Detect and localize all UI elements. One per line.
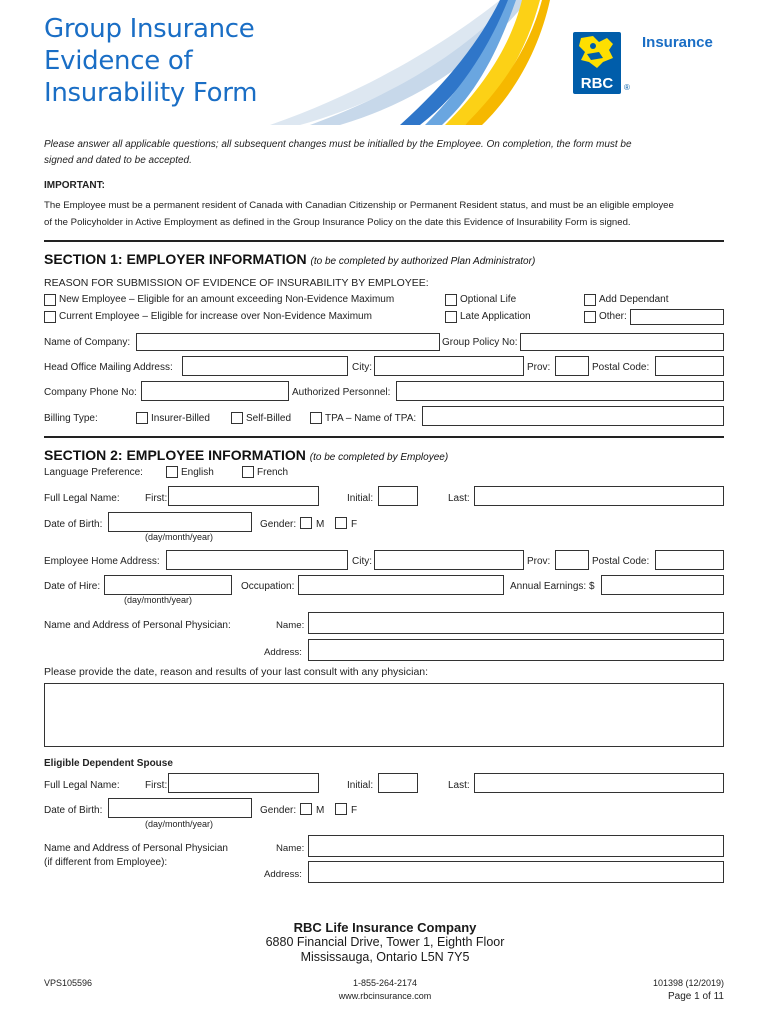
section-1-heading — [44, 251, 535, 267]
company-phone-label: Company Phone No: — [44, 387, 137, 398]
employee-city-input[interactable] — [374, 550, 524, 570]
footer-website[interactable]: www.rbcinsurance.com — [338, 991, 432, 1001]
spouse-gender-f-label: F — [351, 805, 358, 816]
section-2-heading — [44, 447, 448, 463]
spouse-initial-label: Initial: — [347, 780, 374, 791]
new-employee-label: New Employee – Eligible for an amount exceeding Non-Evidence Maximum — [59, 294, 395, 305]
physician-name-input[interactable] — [308, 612, 724, 634]
add-dependant-checkbox[interactable] — [584, 294, 596, 306]
footer-phone: 1-855-264-2174 — [352, 978, 418, 988]
spouse-full-legal-name-label: Full Legal Name: — [44, 780, 120, 791]
important-text-line-1: The Employee must be a permanent resident of Canada with Canadian Citizenship or Permanent Resident status, and must be an eligible employee — [44, 200, 674, 211]
section-2-title: SECTION 2: EMPLOYEE INFORMATION — [44, 447, 306, 463]
employer-city-input[interactable] — [374, 356, 524, 376]
head-office-input[interactable] — [182, 356, 348, 376]
physician-address-label: Address: — [264, 647, 302, 658]
insurer-billed-label: Insurer-Billed — [151, 413, 210, 424]
employee-home-address-label: Employee Home Address: — [44, 556, 160, 567]
physician-address-input[interactable] — [308, 639, 724, 661]
rbc-logo-text: RBC — [580, 75, 614, 92]
employee-city-label: City: — [352, 556, 372, 567]
company-phone-input[interactable] — [141, 381, 289, 401]
employee-first-name-input[interactable] — [168, 486, 319, 506]
last-consult-question: Please provide the date, reason and results of your last consult with any physician: — [44, 666, 429, 678]
late-application-label: Late Application — [460, 311, 531, 322]
current-employee-label: Current Employee – Eligible for increase over Non-Evidence Maximum — [59, 311, 372, 322]
date-of-hire-label: Date of Hire: — [44, 581, 101, 592]
other-label: Other: — [599, 311, 627, 322]
section-1-subtitle: (to be completed by authorized Plan Administrator) — [310, 256, 536, 267]
spouse-physician-name-label: Name: — [276, 843, 305, 854]
physician-name-label: Name: — [276, 620, 305, 631]
header-swoosh-graphic — [250, 0, 770, 125]
employee-last-label: Last: — [448, 493, 470, 504]
spouse-physician-label-line-1: Name and Address of Personal Physician — [44, 843, 228, 854]
add-dependant-label: Add Dependant — [599, 294, 669, 305]
employer-postal-label: Postal Code: — [592, 362, 650, 373]
employee-gender-m-checkbox[interactable] — [300, 517, 312, 529]
employee-dob-format: (day/month/year) — [145, 532, 214, 542]
spouse-first-label: First: — [145, 780, 168, 791]
annual-earnings-input[interactable] — [601, 575, 724, 595]
form-title-line-3: Insurability Form — [44, 78, 258, 108]
employee-first-label: First: — [145, 493, 168, 504]
form-title-line-1: Group Insurance — [44, 14, 255, 44]
employee-dob-input[interactable] — [108, 512, 252, 532]
other-checkbox[interactable] — [584, 311, 596, 323]
employer-prov-input[interactable] — [555, 356, 589, 376]
spouse-gender-label: Gender: — [260, 805, 297, 816]
footer-form-number: 101398 (12/2019) — [652, 978, 724, 988]
section-2-subtitle: (to be completed by Employee) — [309, 452, 449, 463]
spouse-physician-name-input[interactable] — [308, 835, 724, 857]
last-consult-textarea[interactable] — [44, 683, 724, 747]
english-label: English — [181, 467, 214, 478]
spouse-gender-m-checkbox[interactable] — [300, 803, 312, 815]
important-text-line-2: of the Policyholder in Active Employment as defined in the Group Insurance Policy on the date this Evidence of Insurability Form is signed. — [44, 217, 631, 228]
footer-company-block — [0, 920, 770, 965]
self-billed-checkbox[interactable] — [231, 412, 243, 424]
optional-life-label: Optional Life — [460, 294, 517, 305]
spouse-gender-m-label: M — [316, 805, 325, 816]
employee-gender-f-checkbox[interactable] — [335, 517, 347, 529]
french-checkbox[interactable] — [242, 466, 254, 478]
physician-label: Name and Address of Personal Physician: — [44, 620, 231, 631]
spouse-gender-f-checkbox[interactable] — [335, 803, 347, 815]
employee-home-address-input[interactable] — [166, 550, 348, 570]
insurer-billed-checkbox[interactable] — [136, 412, 148, 424]
group-policy-label: Group Policy No: — [442, 337, 518, 348]
spouse-physician-address-label: Address: — [264, 869, 302, 880]
head-office-label: Head Office Mailing Address: — [44, 362, 173, 373]
reason-heading: REASON FOR SUBMISSION OF EVIDENCE OF INSURABILITY BY EMPLOYEE: — [44, 277, 429, 289]
employee-last-name-input[interactable] — [474, 486, 724, 506]
tpa-label: TPA – Name of TPA: — [325, 413, 417, 424]
spouse-initial-input[interactable] — [378, 773, 418, 793]
tpa-checkbox[interactable] — [310, 412, 322, 424]
spouse-dob-format: (day/month/year) — [145, 819, 214, 829]
self-billed-label: Self-Billed — [246, 413, 292, 424]
spouse-physician-address-input[interactable] — [308, 861, 724, 883]
spouse-heading: Eligible Dependent Spouse — [44, 758, 173, 769]
spouse-last-name-input[interactable] — [474, 773, 724, 793]
section-1-divider — [44, 240, 724, 242]
intro-text-line-1: Please answer all applicable questions; all subsequent changes must be initialled by the Employee. On completion, the form must be — [44, 139, 632, 150]
rbc-logo — [573, 32, 621, 94]
footer-address-line-1: 6880 Financial Drive, Tower 1, Eighth Floor — [265, 935, 505, 949]
important-label: IMPORTANT: — [44, 180, 105, 191]
spouse-last-label: Last: — [448, 780, 470, 791]
current-employee-checkbox[interactable] — [44, 311, 56, 323]
language-preference-label: Language Preference: — [44, 467, 143, 478]
occupation-input[interactable] — [298, 575, 504, 595]
employer-postal-input[interactable] — [655, 356, 724, 376]
brand-label: Insurance — [642, 34, 713, 51]
optional-life-checkbox[interactable] — [445, 294, 457, 306]
occupation-label: Occupation: — [241, 581, 295, 592]
authorized-personnel-label: Authorized Personnel: — [292, 387, 391, 398]
employee-initial-label: Initial: — [347, 493, 374, 504]
footer-company-name: RBC Life Insurance Company — [293, 920, 477, 935]
employee-gender-f-label: F — [351, 519, 358, 530]
employee-prov-label: Prov: — [527, 556, 551, 567]
employer-prov-label: Prov: — [527, 362, 551, 373]
section-2-divider — [44, 436, 724, 438]
french-label: French — [257, 467, 289, 478]
annual-earnings-label: Annual Earnings: $ — [510, 581, 595, 592]
other-input[interactable] — [630, 309, 724, 325]
registered-mark: ® — [624, 83, 630, 92]
lion-shield-icon — [573, 32, 621, 72]
group-policy-input[interactable] — [520, 333, 724, 351]
late-application-checkbox[interactable] — [445, 311, 457, 323]
authorized-personnel-input[interactable] — [396, 381, 724, 401]
company-name-label: Name of Company: — [44, 337, 131, 348]
employee-gender-m-label: M — [316, 519, 325, 530]
employee-full-legal-name-label: Full Legal Name: — [44, 493, 120, 504]
company-name-input[interactable] — [136, 333, 440, 351]
date-of-hire-input[interactable] — [104, 575, 232, 595]
spouse-dob-input[interactable] — [108, 798, 252, 818]
employee-postal-input[interactable] — [655, 550, 724, 570]
footer-address-line-2: Mississauga, Ontario L5N 7Y5 — [300, 950, 470, 964]
employee-initial-input[interactable] — [378, 486, 418, 506]
employee-postal-label: Postal Code: — [592, 556, 650, 567]
employee-prov-input[interactable] — [555, 550, 589, 570]
employee-dob-label: Date of Birth: — [44, 519, 103, 530]
intro-text-line-2: signed and dated to be accepted. — [44, 155, 192, 166]
footer-form-code: VPS105596 — [44, 978, 93, 988]
employee-gender-label: Gender: — [260, 519, 297, 530]
spouse-physician-label-line-2: (if different from Employee): — [44, 857, 168, 868]
new-employee-checkbox[interactable] — [44, 294, 56, 306]
billing-type-label: Billing Type: — [44, 413, 98, 424]
spouse-first-name-input[interactable] — [168, 773, 319, 793]
english-checkbox[interactable] — [166, 466, 178, 478]
date-of-hire-format: (day/month/year) — [124, 595, 193, 605]
footer-page-number: Page 1 of 11 — [668, 991, 724, 1002]
form-title-line-2: Evidence of — [44, 46, 193, 76]
section-1-title: SECTION 1: EMPLOYER INFORMATION — [44, 251, 307, 267]
employer-city-label: City: — [352, 362, 372, 373]
tpa-name-input[interactable] — [422, 406, 724, 426]
spouse-dob-label: Date of Birth: — [44, 805, 103, 816]
